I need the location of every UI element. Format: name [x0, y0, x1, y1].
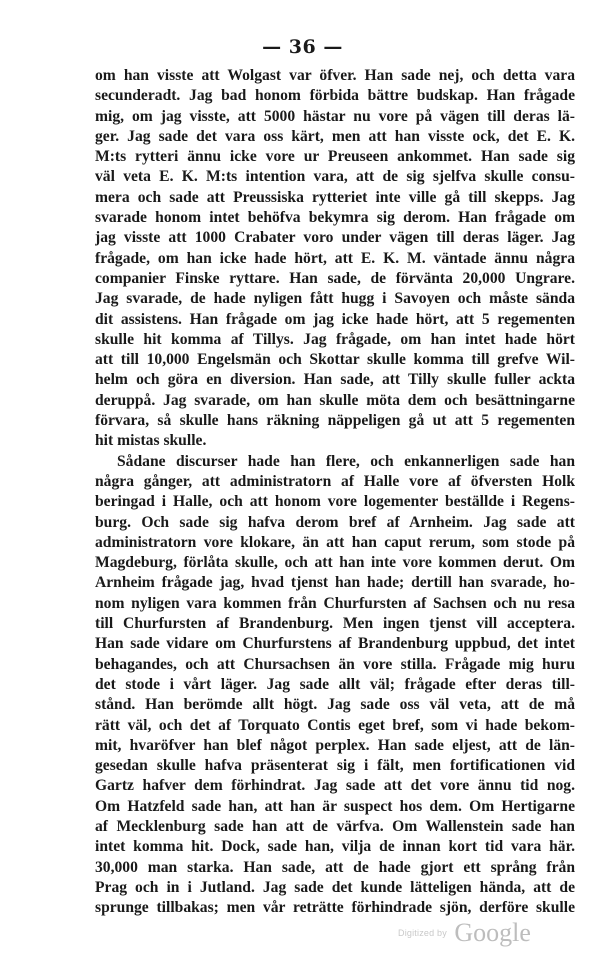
- text-line: jag visste att 1000 Crabater voro under vägen till deras läger. Jag: [95, 229, 575, 247]
- text-line: Sådane discurser hade han flere, och enkannerligen sade han: [117, 452, 575, 470]
- text-line: Magdeburg, förlåta skulle, och att han inte vore kommen derut. Om: [95, 554, 575, 572]
- google-logo: Google: [454, 918, 531, 947]
- text-line: väl veta E. K. M:ts intention vara, att de sig sjelfva skulle consu-: [95, 168, 575, 186]
- text-line: beringad i Halle, och att honom vore logementer beställde i Regens-: [95, 493, 575, 511]
- text-line: M:ts rytteri ännu icke vore ur Preuseen ankommet. Han sade sig: [95, 148, 575, 166]
- text-line: hit mistas skulle.: [95, 432, 207, 450]
- text-line: Jag svarade, de hade nyligen fått hugg i Savoyen och måste sända: [95, 290, 575, 308]
- body-text: [95, 66, 575, 918]
- text-line: af Mecklenburg sade han att de värfva. Om Wallenstein sade han: [95, 817, 575, 835]
- text-line: mera och sade att Preussiska rytteriet inte ville gå till skepps. Jag: [95, 188, 575, 206]
- text-line: frågade, om han icke hade hört, att E. K. M. väntade ännu några: [95, 249, 575, 267]
- text-line: 30,000 man starka. Han sade, att de hade gjort ett språng från: [95, 858, 575, 876]
- text-line: Prag och in i Jutland. Jag sade det kunde lätteligen hända, att de: [95, 878, 575, 896]
- text-line: några gånger, att administratorn af Halle vore af öfversten Holk: [95, 472, 575, 490]
- text-line: gesedan skulle hafva präsenterat sig i fält, men fortificationen vid: [95, 757, 575, 775]
- text-line: mig, om jag visste, att 5000 hästar nu vore på vägen till deras lä-: [95, 107, 575, 125]
- text-line: Om Hatzfeld sade han, att han är suspect hos dem. Om Hertigarne: [95, 797, 575, 815]
- text-line: det stode i vårt läger. Jag sade allt väl; frågade efter deras till-: [95, 675, 575, 693]
- text-line: nom nyligen vara kommen från Churfursten af Sachsen och nu resa: [95, 594, 575, 612]
- text-line: burg. Och sade sig hafva derom bref af Arnheim. Jag sade att: [95, 513, 575, 531]
- text-line: mit, hvaröfver han blef något perplex. Han sade eljest, att de län-: [95, 736, 575, 754]
- text-line: administratorn vore klokare, än att han caput rerum, som stode på: [95, 533, 575, 551]
- text-line: svarade honom intet behöfva bekymra sig derom. Han frågade om: [95, 209, 575, 227]
- text-line: companier Finske ryttare. Han sade, de förvänta 20,000 Ungrare.: [95, 269, 575, 287]
- text-line: rätt väl, och det af Torquato Contis eget bref, som vi hade bekom-: [95, 716, 575, 734]
- text-line: till Churfursten af Brandenburg. Men ingen tjenst vill acceptera.: [95, 615, 575, 633]
- text-line: deruppå. Jag svarade, om han skulle möta dem och besättningarne: [95, 391, 575, 409]
- text-line: Gartz hafver dem förhindrat. Jag sade att det vore ännu tid nog.: [95, 777, 575, 795]
- text-line: ger. Jag sade det vara oss kärt, men att han visste ock, det E. K.: [95, 127, 575, 145]
- text-line: sprunge tillbakas; men vår reträtte förhindrade sjön, derföre skulle: [95, 899, 575, 917]
- text-line: stånd. Han berömde allt högt. Jag sade oss väl veta, att de må: [95, 696, 575, 714]
- page-number: — 36 —: [262, 36, 343, 58]
- text-line: Han sade vidare om Churfurstens af Brandenburg uppbud, det intet: [95, 635, 575, 653]
- text-line: om han visste att Wolgast var öfver. Han sade nej, och detta vara: [95, 67, 575, 84]
- text-line: förvara, så skulle hans räkning näppeligen gå ut att 5 regementen: [95, 412, 575, 430]
- text-line: helm och göra en diversion. Han sade, att Tilly skulle fuller ackta: [95, 371, 575, 389]
- text-line: Arnheim frågade jag, hvad tjenst han hade; dertill han svarade, ho-: [95, 574, 575, 592]
- text-line: intet komma hit. Dock, sade han, vilja de innan kort tid vara här.: [95, 838, 575, 856]
- text-line: dit assistens. Han frågade om jag icke hade hört, att 5 regementen: [95, 310, 575, 328]
- text-line: behagandes, och att Chursachsen än vore stilla. Frågade mig huru: [95, 655, 575, 673]
- text-line: skulle hit komma af Tillys. Jag frågade, om han intet hade hört: [95, 330, 575, 348]
- digitized-by-google-watermark: [398, 918, 531, 948]
- text-line: att till 10,000 Engelsmän och Skottar skulle komma till grefve Wil-: [95, 351, 575, 369]
- text-line: secunderadt. Jag bad honom förbida bättre budskap. Han frågade: [95, 87, 575, 105]
- watermark-prefix: Digitized by: [398, 928, 447, 938]
